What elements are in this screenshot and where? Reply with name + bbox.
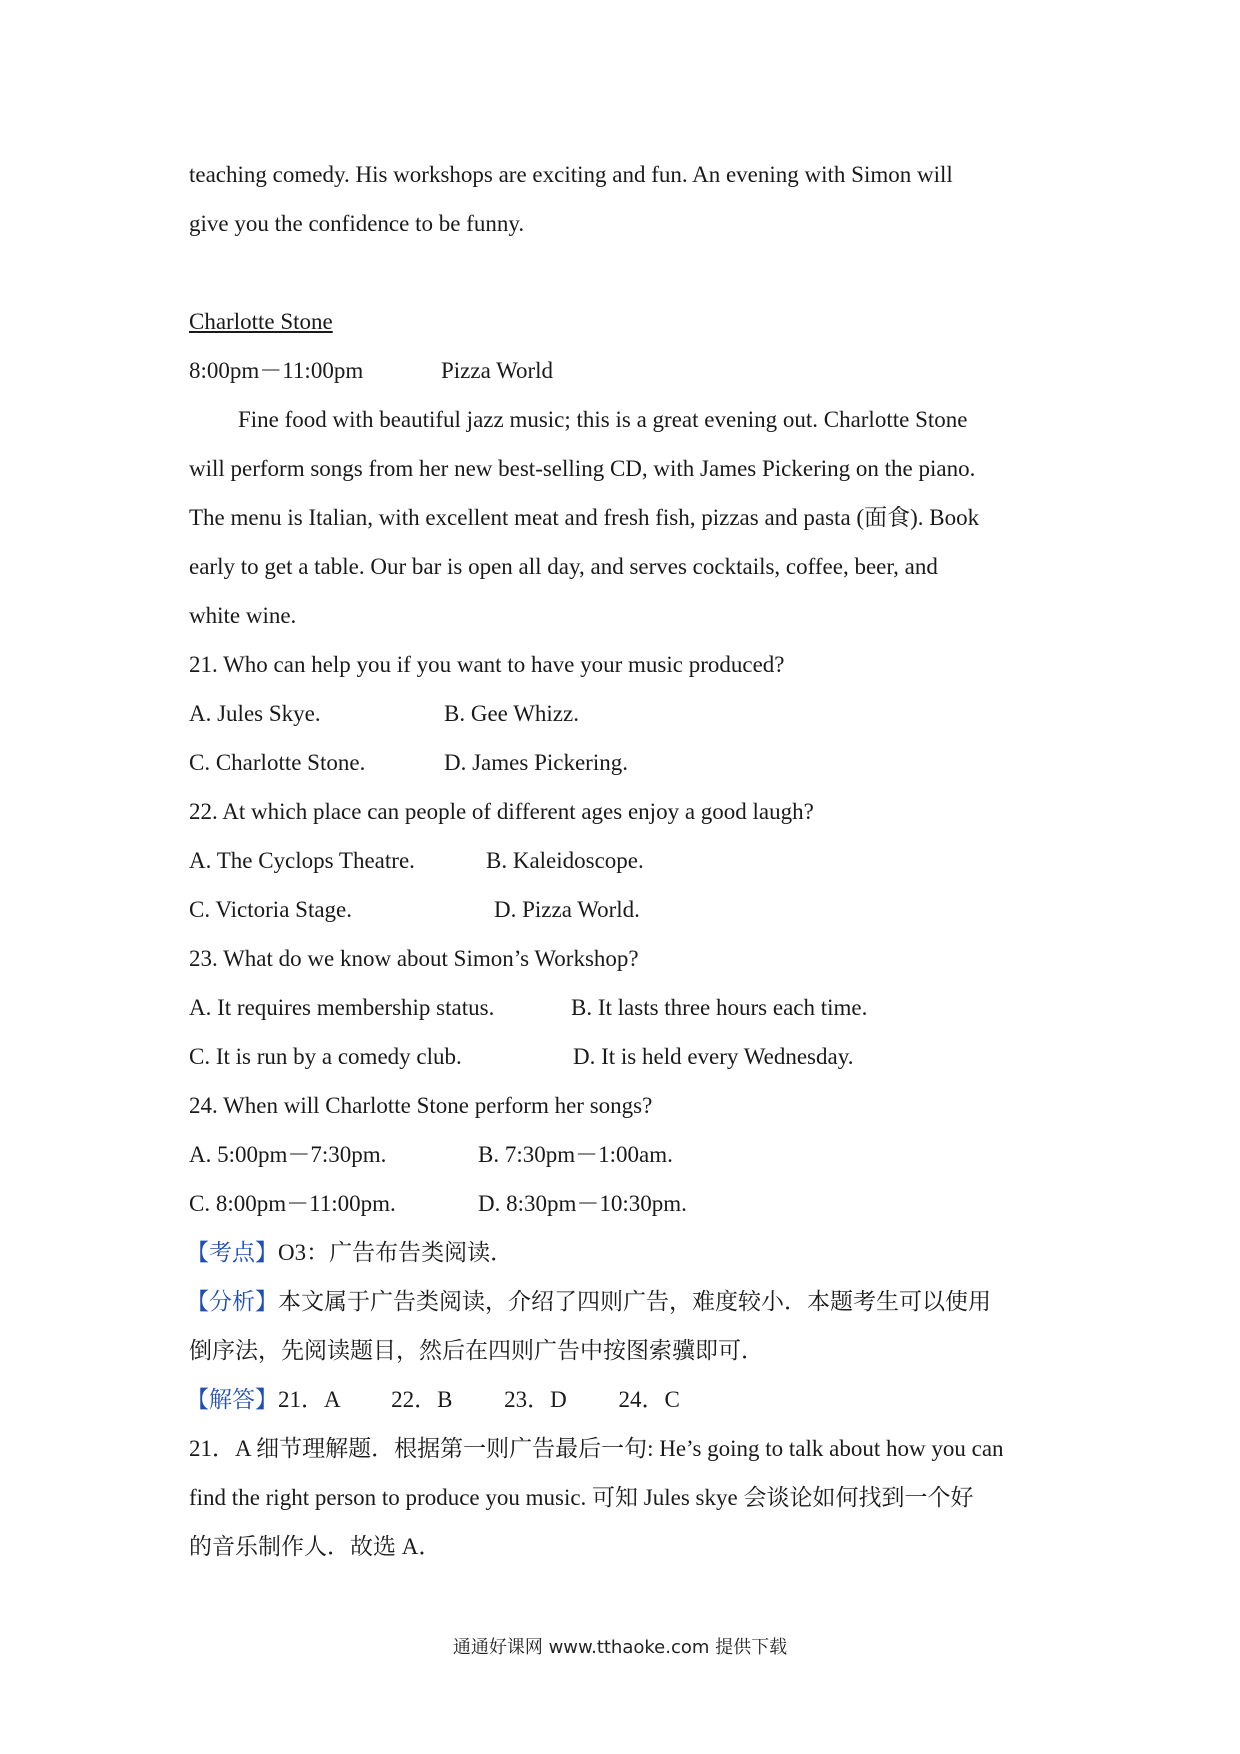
passage-line: give you the confidence to be funny. [189, 211, 525, 236]
question-stem: 23. What do we know about Simon’s Workshop? [189, 946, 639, 971]
fenxi-text: 本文属于广告类阅读，介绍了四则广告，难度较小．本题考生可以使用 [278, 1289, 991, 1314]
detail-line: 21．A 细节理解题．根据第一则广告最后一句: He’s going to talk about how you can [189, 1436, 1004, 1461]
passage-line: teaching comedy. His workshops are exciting and fun. An evening with Simon will [189, 162, 953, 187]
option-d: D. It is held every Wednesday. [573, 1044, 854, 1069]
option-a: A. It requires membership status. [189, 995, 495, 1020]
detail-line: 的音乐制作人．故选 A． [189, 1534, 442, 1559]
passage-line: will perform songs from her new best-selling CD, with James Pickering on the piano. [189, 456, 976, 481]
jieda-text: 21．A 22．B 23．D 24．C [278, 1387, 680, 1412]
option-a: A. Jules Skye. [189, 701, 321, 726]
option-b: B. Gee Whizz. [444, 701, 579, 726]
fenxi-line-2: 倒序法，先阅读题目，然后在四则广告中按图索骥即可． [189, 1338, 764, 1363]
option-b: B. 7:30pm－1:00am. [478, 1142, 673, 1167]
section-title: Charlotte Stone [189, 309, 333, 334]
option-b: B. Kaleidoscope. [486, 848, 644, 873]
event-venue: Pizza World [441, 358, 554, 383]
option-d: D. 8:30pm－10:30pm. [478, 1191, 687, 1216]
page-footer: 通通好课网 www.tthaoke.com 提供下载 [452, 1637, 788, 1658]
question-stem: 22. At which place can people of different ages enjoy a good laugh? [189, 799, 814, 824]
fenxi-line [186, 1287, 991, 1317]
question-stem: 21. Who can help you if you want to have your music produced? [189, 652, 785, 677]
jieda-line [186, 1385, 680, 1415]
option-c: C. Victoria Stage. [189, 897, 352, 922]
passage-line: The menu is Italian, with excellent meat and fresh fish, pizzas and pasta (面食). Book [189, 505, 980, 530]
detail-line: find the right person to produce you music. 可知 Jules skye 会谈论如何找到一个好 [189, 1485, 974, 1510]
passage-line: Fine food with beautiful jazz music; this is a great evening out. Charlotte Stone [238, 407, 968, 432]
kaodian-tag: 【考点】 [186, 1240, 278, 1265]
passage-line: white wine. [189, 603, 297, 628]
kaodian-text: O3：广告布告类阅读． [278, 1240, 514, 1265]
option-c: C. Charlotte Stone. [189, 750, 366, 775]
kaodian-line [186, 1238, 513, 1268]
option-a: A. The Cyclops Theatre. [189, 848, 415, 873]
option-d: D. Pizza World. [494, 897, 640, 922]
option-d: D. James Pickering. [444, 750, 628, 775]
option-b: B. It lasts three hours each time. [571, 995, 868, 1020]
event-time: 8:00pm－11:00pm [189, 358, 364, 383]
option-a: A. 5:00pm－7:30pm. [189, 1142, 387, 1167]
option-c: C. It is run by a comedy club. [189, 1044, 462, 1069]
jieda-tag: 【解答】 [186, 1387, 278, 1412]
passage-line: early to get a table. Our bar is open all day, and serves cocktails, coffee, beer, and [189, 554, 938, 579]
fenxi-tag: 【分析】 [186, 1289, 278, 1314]
option-c: C. 8:00pm－11:00pm. [189, 1191, 396, 1216]
question-stem: 24. When will Charlotte Stone perform her songs? [189, 1093, 653, 1118]
